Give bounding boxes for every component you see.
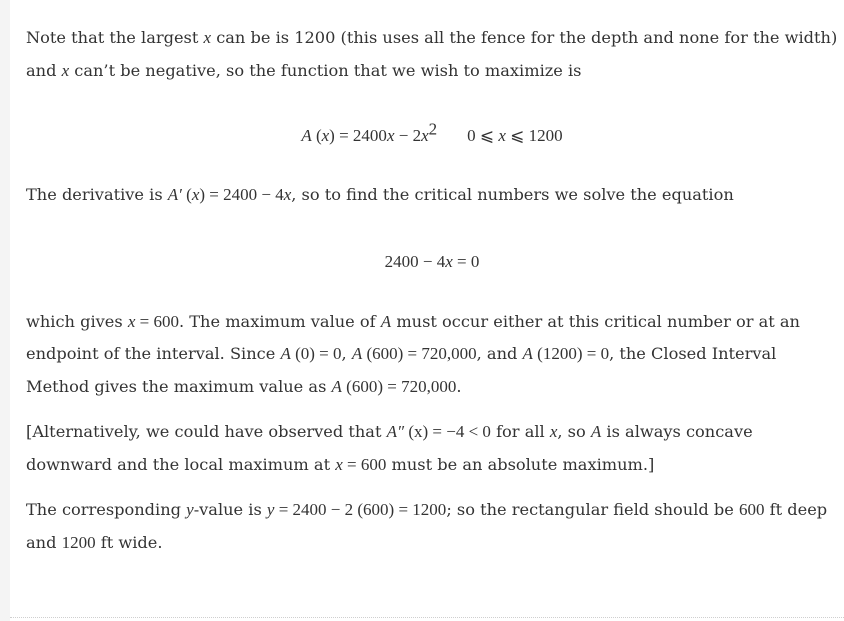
area-function-equation: A $(x) = 2400x - 2x^2$ 0 ⩽ x ⩽ 1200 (301, 119, 563, 145)
math-variable: x (127, 311, 136, 331)
math-variable: A (590, 422, 602, 441)
math-number: 1200 (61, 532, 96, 552)
text-segment: can be is 1200 (this uses all the fence for the depth and none for the width) and (26, 28, 838, 80)
math-variable: x (549, 422, 558, 441)
math-expression: − 2 (394, 126, 422, 145)
text-segment: is always concave downward and the local maximum at (26, 422, 753, 474)
math-variable: A (380, 311, 392, 331)
math-variable: x (445, 251, 453, 271)
text-segment: ft wide. (95, 532, 163, 552)
paragraph-closed-interval (26, 306, 838, 404)
text-segment: must occur either at this critical number or at an endpoint of the interval. Since (26, 311, 800, 363)
math-expression: 2400 − 4 (384, 251, 446, 271)
paragraph-derivative: The derivative is A′ (x) = 2400 − 4x, so to find the critical numbers we solve the equation (26, 185, 734, 204)
text-segment: . (456, 376, 462, 396)
math-expression: = 600 (135, 311, 179, 331)
math-variable: A (331, 376, 342, 396)
math-expression: (0) = 0 (290, 344, 342, 363)
math-variable: y (266, 500, 275, 519)
math-variable: A (280, 344, 291, 363)
math-variable: x (421, 126, 429, 145)
math-expression: = 2400 (334, 126, 387, 145)
math-expression: (600) = 720,000 (341, 376, 457, 396)
text-segment: , so to find the critical numbers we solve the equation (291, 185, 734, 204)
text-segment: -value is (193, 500, 267, 519)
text-segment: . The maximum value of (178, 311, 381, 331)
text-segment: , so (557, 422, 591, 441)
text-segment: , and (476, 344, 523, 363)
solution-content (26, 22, 838, 572)
math-expression: ⩽ 1200 (505, 126, 563, 145)
math-expression: 0 ⩽ (467, 126, 499, 145)
math-variable: x (498, 126, 506, 145)
left-margin-bar (0, 0, 10, 621)
text-segment: must be an absolute maximum.] (386, 454, 655, 474)
text-segment: ft deep and (26, 500, 828, 552)
math-variable: x (203, 28, 212, 47)
math-variable: x (335, 454, 343, 474)
text-segment: can’t be negative, so the function that we wish to maximize is (69, 60, 582, 80)
math-expression: = 0 (452, 251, 480, 271)
math-variable: A′ (167, 185, 182, 204)
text-segment: The corresponding (26, 500, 187, 519)
text-segment: for all (490, 422, 550, 441)
math-variable: A (522, 344, 533, 363)
math-variable: x (386, 126, 395, 145)
text-segment: ; so the rectangular field should be (446, 500, 739, 519)
math-variable: x (283, 185, 292, 204)
text-segment: which gives (26, 311, 128, 331)
math-expression: (x) = −4 < 0 (404, 422, 491, 441)
paragraph-alternative (26, 416, 838, 481)
math-variable: A″ (386, 422, 405, 441)
text-segment: [Alternatively, we could have observed that (26, 422, 387, 441)
math-expression: (600) = 720,000 (362, 344, 477, 363)
math-variable: A (351, 344, 363, 363)
text-segment: , (341, 344, 352, 363)
text-segment: , the Closed Interval Method gives the maximum value as (26, 344, 777, 396)
math-exponent: 2 (428, 119, 438, 139)
math-expression: = 600 (342, 454, 387, 474)
math-number: 600 (738, 500, 765, 519)
math-variable: x (61, 60, 70, 80)
text-segment: Note that the largest (26, 28, 204, 47)
math-expression: (1200) = 0 (532, 344, 610, 363)
critical-number-equation (26, 225, 838, 306)
math-expression: = 2400 − 2 (600) = 1200 (274, 500, 447, 519)
math-variable: A (301, 126, 312, 145)
bottom-divider (10, 617, 844, 618)
text-segment: The derivative is (26, 185, 168, 204)
paragraph-conclusion (26, 494, 838, 559)
math-variable: y (186, 500, 194, 519)
paragraph-largest-x (26, 22, 838, 87)
